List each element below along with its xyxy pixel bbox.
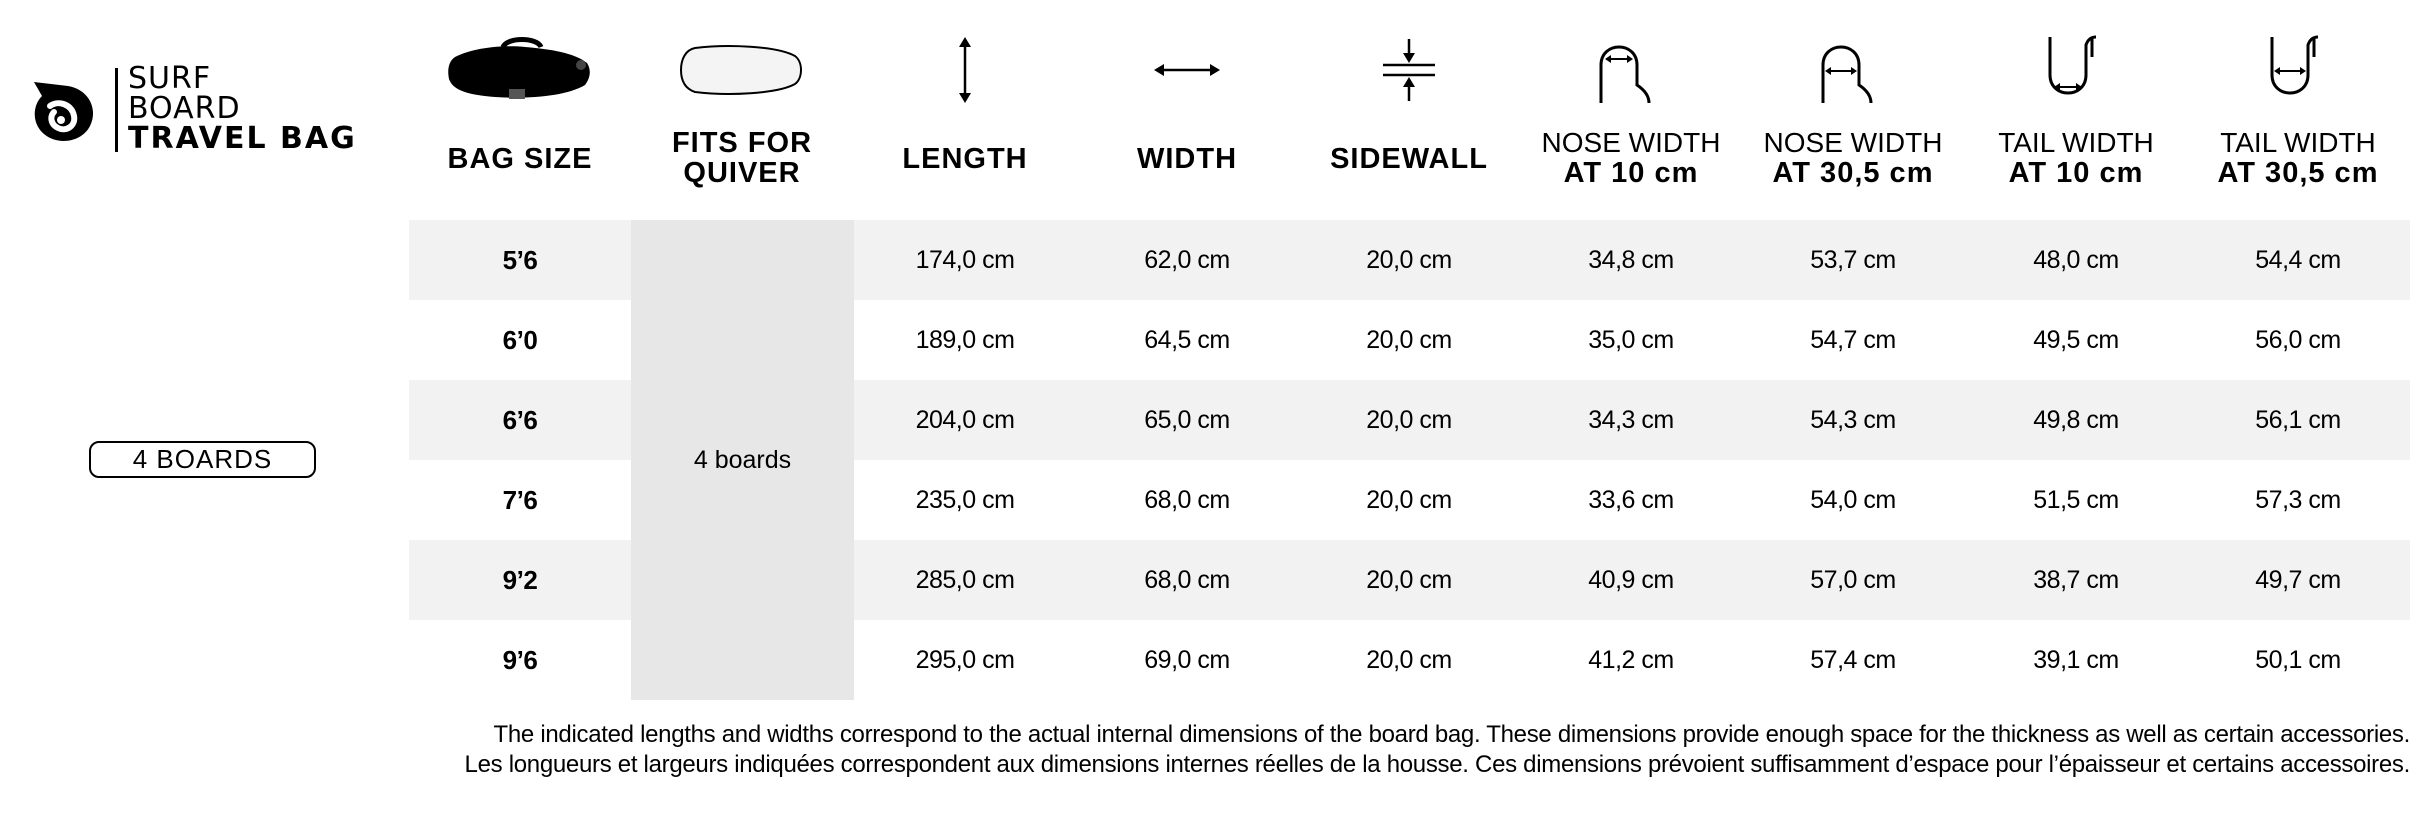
width-cell: 69,0 cm bbox=[1144, 645, 1230, 674]
header-quiver-title-1: FITS FOR bbox=[671, 127, 813, 159]
width-cell: 68,0 cm bbox=[1144, 565, 1230, 594]
tail10-cell: 38,7 cm bbox=[2033, 565, 2119, 594]
sidewall-cell: 20,0 cm bbox=[1366, 645, 1452, 674]
header-tail30-title-1: TAIL WIDTH bbox=[2220, 127, 2376, 158]
width-cell: 62,0 cm bbox=[1144, 245, 1230, 274]
header-length bbox=[854, 0, 1076, 220]
tail30-cell: 56,0 cm bbox=[2255, 325, 2341, 354]
nose10-cell: 34,8 cm bbox=[1588, 245, 1674, 274]
tail30-cell: 54,4 cm bbox=[2255, 245, 2341, 274]
nose10-cell: 35,0 cm bbox=[1588, 325, 1674, 354]
sidewall-icon bbox=[1379, 37, 1439, 103]
capacity-badge: 4 BOARDS bbox=[89, 441, 316, 478]
tail30-cell: 56,1 cm bbox=[2255, 405, 2341, 434]
logo-line-travel-bag: TRAVEL BAG bbox=[128, 121, 357, 156]
size-cell: 6’0 bbox=[502, 324, 538, 355]
header-sidewall-title: SIDEWALL bbox=[1330, 143, 1488, 175]
sidewall-cell: 20,0 cm bbox=[1366, 485, 1452, 514]
length-cell: 204,0 cm bbox=[915, 405, 1015, 434]
header-nose30-title-1: NOSE WIDTH bbox=[1763, 127, 1943, 158]
header-nose-width-30 bbox=[1742, 0, 1964, 220]
width-cell: 68,0 cm bbox=[1144, 485, 1230, 514]
nose-width-10-icon bbox=[1591, 35, 1671, 105]
sidewall-cell: 20,0 cm bbox=[1366, 405, 1452, 434]
width-cell: 65,0 cm bbox=[1144, 405, 1230, 434]
sidewall-cell: 20,0 cm bbox=[1366, 245, 1452, 274]
tail30-cell: 49,7 cm bbox=[2255, 565, 2341, 594]
header-tail-width-10 bbox=[1965, 0, 2187, 220]
tail10-cell: 48,0 cm bbox=[2033, 245, 2119, 274]
length-cell: 285,0 cm bbox=[915, 565, 1015, 594]
nose10-cell: 40,9 cm bbox=[1588, 565, 1674, 594]
nose30-cell: 57,0 cm bbox=[1810, 565, 1896, 594]
drop-logo-icon bbox=[28, 76, 102, 146]
size-cell: 7’6 bbox=[502, 484, 538, 515]
header-tail-width-30 bbox=[2187, 0, 2409, 220]
size-cell: 5’6 bbox=[502, 244, 538, 275]
logo-line-board: BOARD bbox=[128, 91, 241, 126]
nose-width-30-icon bbox=[1813, 35, 1893, 105]
header-bag-size-title: BAG SIZE bbox=[447, 143, 593, 175]
tail30-cell: 50,1 cm bbox=[2255, 645, 2341, 674]
tail10-cell: 49,8 cm bbox=[2033, 405, 2119, 434]
size-cell: 6’6 bbox=[502, 404, 538, 435]
note-french: Les longueurs et largeurs indiquées correspondent aux dimensions internes réelles de la housse. Ces dimensions prévoient suffisamment d’espace pour l’épaisseur et certains accessoires. bbox=[464, 751, 2410, 778]
size-cell: 9’6 bbox=[502, 644, 538, 675]
brand-logo bbox=[28, 62, 378, 158]
table-header bbox=[409, 0, 2410, 220]
nose30-cell: 54,3 cm bbox=[1810, 405, 1896, 434]
header-length-title: LENGTH bbox=[902, 143, 1028, 175]
header-bag-size bbox=[409, 0, 631, 220]
nose30-cell: 54,7 cm bbox=[1810, 325, 1896, 354]
note-english: The indicated lengths and widths correspond to the actual internal dimensions of the board bag. These dimensions provide enough space for the thickness as well as certain accessories. bbox=[493, 721, 2410, 748]
nose30-cell: 57,4 cm bbox=[1810, 645, 1896, 674]
header-fits-for-quiver bbox=[631, 0, 853, 220]
quiver-cell: 4 boards bbox=[631, 220, 854, 700]
length-cell: 174,0 cm bbox=[915, 245, 1015, 274]
logo-separator bbox=[115, 68, 118, 152]
header-width-title: WIDTH bbox=[1136, 143, 1238, 175]
length-cell: 235,0 cm bbox=[915, 485, 1015, 514]
nose30-cell: 54,0 cm bbox=[1810, 485, 1896, 514]
tail10-cell: 39,1 cm bbox=[2033, 645, 2119, 674]
header-tail10-title-1: TAIL WIDTH bbox=[1998, 127, 2154, 158]
header-nose30-title-2: AT 30,5 cm bbox=[1772, 157, 1934, 189]
header-width bbox=[1076, 0, 1298, 220]
width-cell: 64,5 cm bbox=[1144, 325, 1230, 354]
nose10-cell: 41,2 cm bbox=[1588, 645, 1674, 674]
length-cell: 189,0 cm bbox=[915, 325, 1015, 354]
header-nose10-title-2: AT 10 cm bbox=[1563, 157, 1699, 189]
length-cell: 295,0 cm bbox=[915, 645, 1015, 674]
header-quiver-title-2: QUIVER bbox=[683, 157, 801, 189]
nose10-cell: 34,3 cm bbox=[1588, 405, 1674, 434]
header-nose-width-10 bbox=[1520, 0, 1742, 220]
sidewall-cell: 20,0 cm bbox=[1366, 565, 1452, 594]
bag-silhouette-icon bbox=[445, 35, 595, 105]
nose10-cell: 33,6 cm bbox=[1588, 485, 1674, 514]
header-sidewall bbox=[1298, 0, 1520, 220]
tail30-cell: 57,3 cm bbox=[2255, 485, 2341, 514]
tail-width-10-icon bbox=[2036, 35, 2116, 105]
header-nose10-title-1: NOSE WIDTH bbox=[1541, 127, 1721, 158]
sidewall-cell: 20,0 cm bbox=[1366, 325, 1452, 354]
size-cell: 9’2 bbox=[502, 564, 538, 595]
tail10-cell: 51,5 cm bbox=[2033, 485, 2119, 514]
logo-line-surf: SURF bbox=[128, 61, 212, 96]
surfboard-outline-icon bbox=[677, 40, 807, 100]
dimensions-note bbox=[409, 720, 2410, 780]
nose30-cell: 53,7 cm bbox=[1810, 245, 1896, 274]
vertical-arrow-icon bbox=[955, 35, 975, 105]
horizontal-arrow-icon bbox=[1152, 60, 1222, 80]
header-tail30-title-2: AT 30,5 cm bbox=[2217, 157, 2379, 189]
tail-width-30-icon bbox=[2258, 35, 2338, 105]
tail10-cell: 49,5 cm bbox=[2033, 325, 2119, 354]
header-tail10-title-2: AT 10 cm bbox=[2008, 157, 2144, 189]
